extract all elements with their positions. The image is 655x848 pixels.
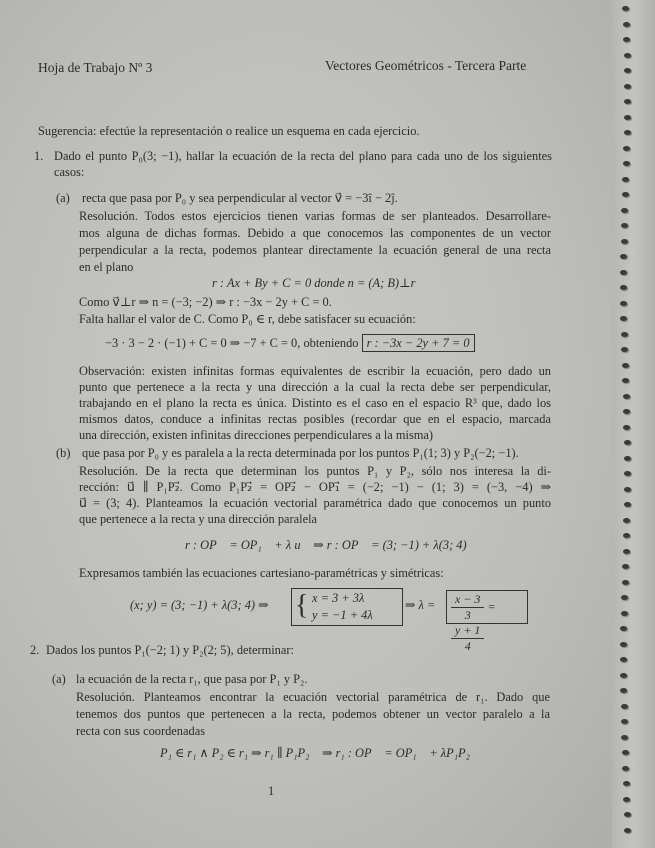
binding-hole <box>622 564 629 569</box>
part-b-resolution: rección: u⃗ ∥ P₁P₂⃗. Como P₁P₂⃗ = OP₂⃗ − OP₁⃗ = (−2; −1) − (1; 3) = (−3, −4) ⇒ <box>79 480 551 494</box>
denominator: 3 <box>464 608 471 622</box>
exercise-2-statement: Dados los puntos P₁(−2; 1) y P₂(2; 5), determinar: <box>46 643 294 657</box>
part-a-resolution: en el plano <box>79 260 134 274</box>
fraction-y <box>451 623 484 654</box>
exercise-1-statement-cont: casos: <box>54 165 85 179</box>
observation: punto que pertenece a la recta y una dirección a la cual la recta debe ser perpendicular, <box>79 380 551 394</box>
symmetric-equation <box>451 592 527 654</box>
worksheet-title: Hoja de Trabajo Nº 3 <box>38 60 153 75</box>
binding-hole <box>621 223 628 228</box>
binding-hole <box>623 533 630 538</box>
numerator: y + 1 <box>451 623 484 639</box>
binding-hole <box>620 642 627 647</box>
binding-hole <box>620 301 627 306</box>
binding-hole <box>620 254 627 259</box>
observation: trabajando en el plano la recta es única. Distinto es el caso en el espacio R³ que, dado los <box>79 396 551 410</box>
binding-hole <box>622 580 629 585</box>
parametric-left: (x; y) = (3; −1) + λ(3; 4) ⇒ <box>130 598 269 612</box>
part-b-resolution: que pertenece a la recta y una dirección paralela <box>79 512 318 526</box>
page-number: 1 <box>268 784 275 798</box>
binding-hole <box>624 130 631 135</box>
ex2-part-a-label: (a) <box>52 672 66 686</box>
binding-hole <box>622 177 629 182</box>
answer-box: r : −3x − 2y + 7 = 0 <box>362 334 475 352</box>
binding-hole <box>624 53 631 58</box>
binding-hole <box>622 363 629 368</box>
brace: { <box>295 590 309 621</box>
exercise-2-number: 2. <box>30 643 40 657</box>
general-line-equation: r : Ax + By + C = 0 donde n = (A; B)⊥r <box>212 276 416 290</box>
binding-hole <box>621 735 628 740</box>
hint: Sugerencia: efectúe la representación o realice un esquema en cada ejercicio. <box>38 124 420 138</box>
system-y: y = −1 + 4λ <box>312 608 373 622</box>
expression-intro: Expresamos también las ecuaciones cartesiano-paramétricas y simétricas: <box>79 566 444 580</box>
parametric-system-box <box>291 588 403 626</box>
binding-hole <box>623 781 630 786</box>
part-b-resolution: Resolución. De la recta que determinan los puntos P₁ y P₂, sólo nos interesa la di- <box>79 464 551 478</box>
binding-hole <box>621 595 628 600</box>
binding-hole <box>622 750 629 755</box>
binding-hole <box>624 440 631 445</box>
ex2-resolution: Resolución. Planteamos encontrar la ecuación vectorial paramétrica de r₁. Dado que <box>76 690 550 704</box>
binding-hole <box>623 146 630 151</box>
exercise-1-statement: Dado el punto P₀(3; −1), hallar la ecuación de la recta del plano para cada uno de los siguientes <box>54 149 552 163</box>
lambda-equals: ⇒ λ = <box>405 598 436 612</box>
binding-hole <box>624 456 631 461</box>
fraction-x <box>451 592 484 623</box>
binding-hole <box>624 99 631 104</box>
observation: mismos datos, conduce a infinitas rectas posibles (recordar que en el espacio, marcada <box>79 412 551 426</box>
binding-hole <box>623 37 630 42</box>
binding-hole <box>623 549 630 554</box>
binding-hole <box>624 828 631 833</box>
binding-hole <box>621 719 628 724</box>
part-b-resolution: u⃗ = (3; 4). Planteamos la ecuación vectorial paramétrica dado que conocemos un punto <box>79 496 551 510</box>
part-a-resolution: Resolución. Todos estos ejercicios tienen varias formas de ser planteados. Desarrollare- <box>79 209 551 223</box>
binding-hole <box>624 812 631 817</box>
binding-hole <box>623 518 630 523</box>
ex2-equation: P₁ ∈ r₁ ∧ P₂ ∈ r₁ ⇒ r₁ ∥ P₁P₂⃗ ⇒ r₁ : OP⃗ = OP₁⃗ + λP₁P₂⃗ <box>160 746 480 760</box>
binding-hole <box>621 704 628 709</box>
normal-vector-step: Como v⃗⊥r ⇒ n = (−3; −2) ⇒ r : −3x − 2y + C = 0. <box>79 295 332 309</box>
binding-hole <box>621 239 628 244</box>
numerator: x − 3 <box>451 592 484 608</box>
binding-hole <box>620 316 627 321</box>
binding-hole <box>623 394 630 399</box>
observation: Observación: existen infinitas formas equivalentes de escribir la ecuación, pero dado un <box>79 364 551 378</box>
binding-hole <box>623 409 630 414</box>
part-a-resolution: mos alguna de dichas formas. Debido a que conocemos las componentes de un vector <box>79 226 551 240</box>
binding-hole <box>620 626 627 631</box>
binding-hole <box>624 502 631 507</box>
binding-hole <box>624 68 631 73</box>
binding-hole <box>620 285 627 290</box>
binding-hole <box>623 161 630 166</box>
part-a-label: (a) <box>56 191 70 205</box>
substitution-equation <box>105 336 475 351</box>
ex2-resolution: tenemos dos puntos que pertenecen a la recta, podemos obtener un vector paralelo a la <box>76 707 550 721</box>
binding-hole <box>620 673 627 678</box>
part-a-resolution: perpendicular a la recta, podemos plantear directamente la ecuación general de una recta <box>79 243 551 257</box>
binding-hole <box>622 6 629 11</box>
binding-hole <box>623 22 630 27</box>
binding-hole <box>624 471 631 476</box>
binding-hole <box>624 84 631 89</box>
system-x: x = 3 + 3λ <box>312 591 365 605</box>
exercise-1-number: 1. <box>34 149 44 163</box>
binding-hole <box>622 192 629 197</box>
binding-hole <box>621 347 628 352</box>
find-c-step: Falta hallar el valor de C. Como P₀ ∈ r, debe satisfacer su ecuación: <box>79 312 416 326</box>
binding-hole <box>620 657 627 662</box>
part-b-statement: que pasa por P₀ y es paralela a la recta determinada por los puntos P₁(1; 3) y P₂(−2; −1). <box>82 446 519 460</box>
binding-hole <box>623 797 630 802</box>
part-b-label: (b) <box>56 446 71 460</box>
ex2-resolution: recta con sus coordenadas <box>76 724 206 738</box>
part-a-statement: recta que pasa por P₀ y sea perpendicular al vector v⃗ = −3î − 2ĵ. <box>82 191 398 205</box>
binding-hole <box>624 115 631 120</box>
binding-hole <box>621 208 628 213</box>
binding-hole <box>624 487 631 492</box>
observation: una dirección, existen infinitas direcciones perpendiculares a la misma) <box>79 428 434 442</box>
binding-hole <box>621 332 628 337</box>
symmetric-box <box>446 590 528 653</box>
vector-parametric-equation: r : OP⃗ = OP₁⃗ + λ u⃗ ⇒ r : OP⃗ = (3; −1) + λ(3; 4) <box>185 538 467 552</box>
binding-hole <box>622 766 629 771</box>
binding-hole <box>622 378 629 383</box>
binding-hole <box>620 270 627 275</box>
spiral-binding <box>612 0 655 848</box>
worksheet-topic: Vectores Geométricos - Tercera Parte <box>325 58 527 73</box>
binding-hole <box>623 425 630 430</box>
substitution-text: −3 · 3 − 2 · (−1) + C = 0 ⇒ −7 + C = 0, obteniendo <box>105 336 359 350</box>
binding-hole <box>621 611 628 616</box>
binding-hole <box>620 688 627 693</box>
denominator: 4 <box>464 639 471 653</box>
equals-sign: = <box>487 599 496 614</box>
ex2-part-a-statement: la ecuación de la recta r₁, que pasa por P₁ y P₂. <box>76 672 308 686</box>
